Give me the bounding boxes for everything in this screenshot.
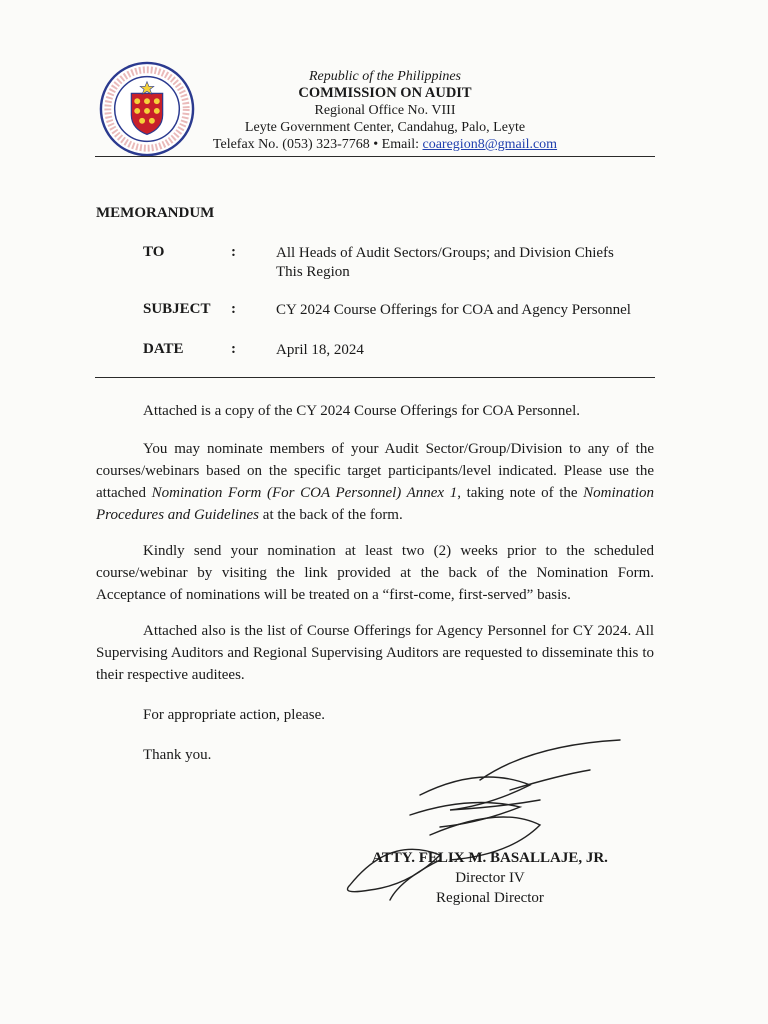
subject-value: CY 2024 Course Offerings for COA and Agency Personnel [276, 302, 631, 318]
p2-part-a: You may nominate members of your Audit Sector/Group/Division to any of the courses/webinars based on the specific target participants/level indicated. Please use the attached [96, 441, 654, 501]
letterhead-republic: Republic of the Philippines [308, 69, 462, 84]
p2-part-c: , taking note of the [457, 485, 584, 501]
body-paragraph-4 [96, 620, 654, 686]
header-divider [95, 156, 655, 157]
to-value-line2: This Region [276, 264, 350, 280]
date-colon: : [231, 341, 236, 357]
body-paragraph-2 [96, 438, 654, 526]
paragraph-5-text: For appropriate action, please. [143, 707, 326, 723]
email-link[interactable]: coaregion8@gmail.com [422, 137, 558, 152]
paragraph-1-text: Attached is a copy of the CY 2024 Course Offerings for COA Personnel. [143, 403, 581, 419]
p2-part-e: at the back of the form. [259, 507, 403, 523]
letterhead-address: Leyte Government Center, Candahug, Palo, Leyte [244, 120, 526, 135]
letterhead [196, 68, 574, 153]
memo-title: MEMORANDUM [96, 205, 215, 221]
body-paragraph-3 [96, 540, 654, 606]
letterhead-telefax: Telefax No. (053) 323-7768 • Email: [212, 137, 423, 152]
paragraph-2-text [96, 438, 654, 526]
body-paragraph-1 [96, 400, 654, 422]
date-value: April 18, 2024 [276, 342, 364, 358]
letterhead-office: Regional Office No. VIII [314, 103, 456, 118]
to-value-line1: All Heads of Audit Sectors/Groups; and Division Chiefs [276, 245, 614, 261]
letterhead-contact [196, 136, 574, 153]
subject-label: SUBJECT [143, 301, 211, 317]
date-label: DATE [143, 341, 184, 357]
signatory-title: Regional Director [436, 890, 544, 906]
paragraph-4-text: Attached also is the list of Course Offerings for Agency Personnel for CY 2024. All Supervising Auditors and Regional Supervising Auditors are requested to disseminate this to their respective auditees. [96, 623, 654, 683]
paragraph-6-text: Thank you. [143, 747, 212, 763]
signatory-block [360, 848, 620, 908]
body-paragraph-5 [96, 704, 654, 726]
to-colon: : [231, 244, 236, 260]
paragraph-3-text: Kindly send your nomination at least two (2) weeks prior to the scheduled course/webinar by visiting the link provided at the back of the Nomination Form. Acceptance of nominations will be treated on a “first-come, first-served” basis. [96, 543, 654, 603]
to-value [276, 244, 656, 282]
coa-seal-logo [98, 60, 196, 158]
letterhead-agency: COMMISSION ON AUDIT [298, 85, 472, 101]
subject-colon: : [231, 301, 236, 317]
nomination-guidelines-ref: Nomination Procedures and Guidelines [96, 485, 655, 523]
signatory-position: Director IV [455, 870, 525, 886]
signatory-name: ATTY. FELIX M. BASALLAJE, JR. [372, 850, 608, 866]
memo-divider [95, 377, 655, 378]
nomination-form-ref: Nomination Form (For COA Personnel) Annex 1 [151, 485, 458, 501]
to-label: TO [143, 244, 165, 260]
